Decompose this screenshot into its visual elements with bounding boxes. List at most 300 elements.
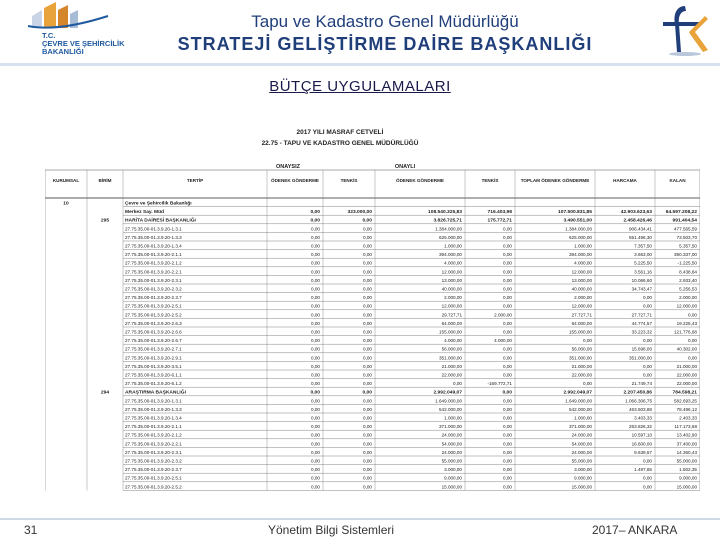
table-cell: 27.75.35.00-01.3.9.20-2.9.1 [125,355,182,361]
footer-divider [0,518,720,520]
table-cell: 0,00 [503,303,512,309]
table-cell: 10.066,60 [631,277,652,283]
table-cell: 37.400,00 [676,441,697,447]
table-cell: 27.75.35.00-01.3.9.20-2.3.1 [125,449,182,455]
table-cell: 0,00 [363,449,372,455]
table-cell: 2.000,00 [574,295,592,301]
table-cell: 394.000,00 [439,252,462,258]
table-cell: 0,00 [311,432,320,438]
table-cell: 0,00 [503,355,512,361]
table-cell: 0,00 [363,234,372,240]
table-cell: 1.000,00 [574,243,592,249]
table-cell: 0,00 [362,390,372,396]
table-cell: 7.357,50 [634,243,652,249]
table-cell: 27.75.35.00-01.3.9.20-2.5.1 [125,475,182,481]
table-cell: 73.503,70 [676,234,697,240]
table-cell: 0,00 [363,415,372,421]
table-cell: 716.403,98 [487,210,512,216]
table-cell: 15.698,00 [631,346,652,352]
table-cell: 19.225,43 [676,320,697,326]
table-cell: 0,00 [311,260,320,266]
table-cell: 107.500.831,85 [558,210,592,216]
table-cell: 0,00 [311,458,320,464]
footer-center-text: Yönetim Bilgi Sistemleri [268,523,395,537]
table-cell: 34.743,47 [631,286,652,292]
section-title: BÜTÇE UYGULAMALARI [269,78,451,95]
table-cell: 1.497,65 [634,467,652,473]
slide-header [0,0,720,70]
table-cell: 12.000,00 [571,269,592,275]
table-cell: 44.774,57 [631,320,652,326]
table-cell: 477.565,59 [674,226,697,232]
table-cell: 22.000,00 [571,372,592,378]
table-cell: 0,00 [311,363,320,369]
group-header-approved: ONAYLI [394,164,416,170]
table-cell: 0,00 [363,475,372,481]
table-cell: 27.75.35.00-01.3.9.20-2.6.7 [125,338,182,344]
table-cell: 295 [100,218,110,224]
table-cell: 0,00 [503,432,512,438]
table-cell: 22.000,00 [676,372,697,378]
org-name-line1: T.C. [42,31,56,40]
table-cell: 4.000,00 [444,338,462,344]
table-cell: 0,00 [311,303,320,309]
sheet-title-2: 22.75 - TAPU VE KADASTRO GENEL MÜDÜRLÜĞÜ [261,140,419,147]
table-cell: 1.502,35 [679,467,697,473]
table-cell: 27.75.35.00-01.3.9.20-2.1.1 [125,252,182,258]
table-cell: 371.000,00 [439,424,462,430]
table-cell: 0,00 [362,218,372,224]
table-cell: 1.649.000,00 [565,398,592,404]
table-cell: 0,00 [363,467,372,473]
table-cell: 2.000,00 [494,312,512,318]
table-cell: -169.772,71 [487,381,512,387]
table-cell: 21.000,00 [571,363,592,369]
table-cell: 0,00 [310,390,320,396]
table-cell: 0,00 [363,320,372,326]
table-cell: 10 [63,201,69,207]
table-cell: 64.000,00 [441,320,462,326]
table-cell: 2.992.049,07 [563,390,592,396]
table-cell: 0,00 [503,406,512,412]
table-cell: 0,00 [363,226,372,232]
table-cell: 2.000,00 [444,295,462,301]
table-cell: 27.75.35.00-01.3.9.20-2.3.1 [125,277,182,283]
table-cell: 0,00 [503,346,512,352]
table-cell: 0,00 [503,260,512,266]
table-cell: 24.000,00 [571,432,592,438]
table-cell: 29.727,71 [441,312,462,318]
table-cell: 2.992.049,07 [433,390,462,396]
table-cell: 40.302,00 [676,346,697,352]
table-cell: 54.000,00 [571,441,592,447]
column-header: TENKİS [481,178,499,183]
table-cell: 2.403,33 [679,415,697,421]
table-cell: 5.357,50 [679,243,697,249]
table-cell: 3.663,00 [634,252,652,258]
table-cell: 0,00 [363,295,372,301]
table-cell: 0,00 [363,363,372,369]
table-cell: 9.000,00 [574,475,592,481]
table-cell: 27.75.35.00-01.3.9.20-3.5.1 [125,363,182,369]
table-cell: 24.000,00 [441,432,462,438]
table-cell: 27.75.35.00-01.3.9.20-2.5.1 [125,303,182,309]
table-cell: 582.693,25 [674,398,697,404]
page-subtitle: STRATEJİ GELİŞTİRME DAİRE BAŞKANLIĞI [177,34,593,54]
table-cell: 0,00 [311,424,320,430]
table-cell: 27.75.35.00-01.3.9.20-2.2.1 [125,441,182,447]
table-cell: 0,00 [688,312,697,318]
table-cell: 0,00 [311,243,320,249]
table-cell: 2.933,40 [679,277,697,283]
table-cell: 12.000,00 [676,303,697,309]
table-cell: 0,00 [583,381,592,387]
column-header: HARCAMA [613,178,637,183]
table-cell: 3.826.725,71 [433,218,462,224]
table-cell: 12.000,00 [571,303,592,309]
table-cell: 10.597,10 [631,432,652,438]
table-cell: 0,00 [503,424,512,430]
table-cell: 1.384.000,00 [435,226,462,232]
table-cell: 0,00 [503,226,512,232]
header-divider [0,63,720,66]
table-cell: 351.000,00 [569,355,592,361]
table-cell: 371.000,00 [569,424,592,430]
table-cell: 0,00 [503,449,512,455]
table-cell: Merkez Say. Müd [125,210,165,216]
table-cell: 64.000,00 [571,320,592,326]
page-number: 31 [24,523,38,537]
table-cell: 27.75.35.00-01.3.9.20-2.1.2 [125,260,182,266]
table-cell: 0,00 [363,277,372,283]
table-cell: 27.75.35.00-01.3.9.20-2.3.7 [125,467,182,473]
table-cell: 294 [100,390,110,396]
table-cell: 0,00 [363,406,372,412]
table-cell: 40.000,00 [571,286,592,292]
table-cell: 4.000,00 [494,338,512,344]
table-cell: 27.75.35.00-01.3.9.20-6.1.2 [125,381,182,387]
table-cell: 27.75.35.00-01.3.9.20-2.5.2 [125,484,182,490]
table-cell: 0,00 [503,475,512,481]
table-cell: 55.000,00 [676,458,697,464]
table-cell: -1.225,50 [677,260,697,266]
table-cell: 0,00 [311,226,320,232]
table-cell: 27.75.35.00-01.3.9.20-1.3.3 [125,406,182,412]
table-cell: 0,00 [363,458,372,464]
table-cell: 3.403,33 [634,415,652,421]
column-header: BİRİM [98,178,112,183]
page-title: Tapu ve Kadastro Genel Müdürlüğü [251,12,519,31]
tkgm-emblem-icon [655,2,713,58]
table-cell: 542.000,00 [569,406,592,412]
table-cell: 27.75.35.00-01.3.9.20-1.3.1 [125,398,182,404]
column-header: TERTİP [186,178,204,183]
column-header: KURUMSAL [52,178,80,183]
table-cell: 64.597.208,22 [665,210,697,216]
table-cell: 0,00 [311,372,320,378]
table-cell: 22.000,00 [676,381,697,387]
table-cell: 0,00 [311,346,320,352]
table-cell: 27.727,71 [631,312,652,318]
table-cell: 15.000,00 [571,484,592,490]
table-cell: 0,00 [643,363,652,369]
org-name-line3: BAKANLIĞI [42,47,84,56]
table-cell: 0,00 [311,467,320,473]
table-cell: 155.000,00 [569,329,592,335]
table-cell: 155.000,00 [439,329,462,335]
table-cell: 0,00 [503,372,512,378]
table-cell: 40.000,00 [441,286,462,292]
table-cell: 27.75.35.00-01.3.9.20-2.3.7 [125,295,182,301]
table-cell: 551.496,30 [629,234,652,240]
table-cell: 27.75.35.00-01.3.9.20-2.5.2 [125,312,182,318]
table-cell: 906.434,41 [629,226,652,232]
table-cell: 0,00 [363,286,372,292]
table-cell: 54.000,00 [441,441,462,447]
table-cell: 0,00 [643,484,652,490]
column-header: TENKİS [340,178,358,183]
table-cell: 0,00 [363,338,372,344]
table-cell: 13.402,90 [676,432,697,438]
table-cell: 0,00 [502,390,512,396]
table-cell: 0,00 [503,320,512,326]
table-cell: 1.000,00 [574,415,592,421]
table-cell: 0,00 [363,355,372,361]
table-cell: 117.173,68 [674,424,697,430]
table-cell: 15.000,00 [676,484,697,490]
table-cell: 42.903.623,63 [620,210,652,216]
table-cell: 4.000,00 [444,260,462,266]
table-cell: 0,00 [363,441,372,447]
table-cell: 0,00 [643,303,652,309]
table-cell: 0,00 [311,329,320,335]
table-cell: 15.000,00 [441,484,462,490]
table-cell: 0,00 [363,381,372,387]
table-cell: 56.000,00 [441,346,462,352]
table-cell: 27.75.35.00-01.3.9.20-2.2.1 [125,269,182,275]
table-cell: 0,00 [311,295,320,301]
table-cell: 0,00 [453,381,462,387]
table-cell: 27.75.35.00-01.3.9.20-2.1.1 [125,424,182,430]
tkgm-logo [655,2,713,58]
table-cell: 0,00 [503,441,512,447]
table-cell: 3.000,00 [444,467,462,473]
table-cell: 0,00 [310,210,320,216]
table-cell: 121.776,68 [674,329,697,335]
table-cell: 1.000,00 [444,415,462,421]
table-cell: 55.000,00 [441,458,462,464]
table-cell: 27.75.35.00-01.3.9.20-1.3.4 [125,415,182,421]
table-cell: 0,00 [311,381,320,387]
table-cell: 0,00 [311,355,320,361]
table-cell: 27.75.35.00-01.3.9.20-2.6.6 [125,329,182,335]
table-cell: 0,00 [503,458,512,464]
table-cell: 24.000,00 [571,449,592,455]
table-cell: Çevre ve Şehircilik Bakanlığı [125,201,192,207]
table-cell: 0,00 [643,372,652,378]
table-cell: 0,00 [688,338,697,344]
table-cell: 0,00 [643,295,652,301]
table-cell: 625.000,00 [439,234,462,240]
table-cell: 463.503,88 [629,406,652,412]
table-cell: 56.000,00 [571,346,592,352]
table-cell: 253.826,32 [629,424,652,430]
table-cell: 108.540.325,83 [428,210,462,216]
table-cell: 21.749,74 [631,381,652,387]
table-cell: 1.649.000,00 [435,398,462,404]
table-cell: 22.000,00 [441,372,462,378]
table-cell: 0,00 [311,475,320,481]
table-cell: 0,00 [311,269,320,275]
table-cell: 0,00 [503,234,512,240]
table-cell: 0,00 [311,338,320,344]
table-cell: 0,00 [503,243,512,249]
table-cell: 0,00 [363,424,372,430]
table-cell: 0,00 [311,484,320,490]
table-cell: 2.207.450,86 [623,390,652,396]
table-cell: 0,00 [363,329,372,335]
group-header-unassigned: ONAYSIZ [276,164,300,170]
table-cell: 0,00 [503,252,512,258]
ministry-emblem-icon [18,2,128,32]
table-cell: 78.496,12 [676,406,697,412]
table-cell: 0,00 [363,312,372,318]
table-cell: 0,00 [503,484,512,490]
table-cell: 351.000,00 [439,355,462,361]
table-cell: 0,00 [363,398,372,404]
table-cell: 27.75.35.00-01.3.9.20-1.3.3 [125,234,182,240]
table-cell: 0,00 [688,355,697,361]
table-cell: 27.75.35.00-01.3.9.20-2.3.2 [125,286,182,292]
sheet-title-1: 2017 YILI MASRAF CETVELİ [296,129,384,136]
table-cell: 33.223,32 [631,329,652,335]
table-cell: 2.458.426,46 [623,218,652,224]
table-cell: 2.000,00 [679,295,697,301]
table-cell: 21.000,00 [441,363,462,369]
table-cell: 542.000,00 [439,406,462,412]
table-cell: 0,00 [311,441,320,447]
column-header: ÖDENEK GÖNDERME [396,178,444,183]
table-cell: 21.000,00 [676,363,697,369]
table-cell: 0,00 [363,269,372,275]
table-cell: 0,00 [311,286,320,292]
table-cell: 27.75.35.00-01.3.9.20-1.3.4 [125,243,182,249]
table-cell: 9.639,57 [634,449,652,455]
table-cell: 0,00 [643,458,652,464]
table-cell: 27.75.35.00-01.3.9.20-2.1.2 [125,432,182,438]
table-cell: 0,00 [363,303,372,309]
table-cell: 0,00 [503,363,512,369]
spreadsheet-table [45,104,700,499]
table-cell: 0,00 [363,484,372,490]
table-cell: 0,00 [503,269,512,275]
ministry-logo [18,2,128,60]
table-cell: 0,00 [311,449,320,455]
table-cell: 55.000,00 [571,458,592,464]
budget-spreadsheet [45,104,700,499]
table-cell: 625.000,00 [569,234,592,240]
table-cell: 3.490.551,00 [563,218,592,224]
table-cell: 3.000,00 [574,467,592,473]
table-cell: 14.360,43 [676,449,697,455]
org-name-line2: ÇEVRE VE ŞEHİRCİLİK [42,39,125,48]
table-cell: 0,00 [503,467,512,473]
table-cell: 3.561,16 [634,269,652,275]
column-header: ÖDENEK GÖNDERME [271,178,319,183]
table-cell: 784.598,21 [672,390,697,396]
table-cell: 0,00 [363,372,372,378]
table-cell: 9.000,00 [444,475,462,481]
table-cell: 12.000,00 [441,303,462,309]
footer-right-text: 2017– ANKARA [592,523,678,537]
table-cell: 24.000,00 [441,449,462,455]
table-cell: 0,00 [503,286,512,292]
table-cell: 394.000,00 [569,252,592,258]
table-cell: 390.337,00 [674,252,697,258]
table-cell: 0,00 [363,260,372,266]
table-cell: 0,00 [503,295,512,301]
table-cell: 0,00 [503,398,512,404]
table-cell: 0,00 [503,329,512,335]
table-cell: ARAŞTIRMA BAŞKANLIĞI [125,390,186,396]
table-cell: 0,00 [311,320,320,326]
table-cell: 0,00 [363,243,372,249]
table-cell: 0,00 [311,398,320,404]
column-header: TOPLAM ÖDENEK GÖNDERME [520,178,590,183]
table-cell: 27.75.35.00-01.3.9.20-2.6.3 [125,320,182,326]
table-cell: 0,00 [311,252,320,258]
table-cell: 0,00 [583,338,592,344]
table-cell: 27.727,71 [571,312,592,318]
table-cell: 991.404,54 [672,218,697,224]
table-cell: 27.75.35.00-01.3.9.20-6.1.1 [125,372,182,378]
table-cell: 13.000,00 [571,277,592,283]
table-cell: 27.75.35.00-01.3.9.20-2.7.1 [125,346,182,352]
table-cell: 27.75.35.00-01.3.9.20-2.3.2 [125,458,182,464]
table-cell: 0,00 [503,277,512,283]
table-cell: 0,00 [311,312,320,318]
table-cell: 0,00 [311,234,320,240]
table-cell: 175.772,71 [487,218,512,224]
table-cell: 0,00 [503,415,512,421]
table-cell: 8.438,84 [679,269,697,275]
table-cell: 5.225,50 [634,260,652,266]
table-cell: 9.000,00 [679,475,697,481]
table-cell: 1.000,00 [444,243,462,249]
table-cell: 4.000,00 [574,260,592,266]
table-cell: HARİTA DAİRESİ BAŞKANLIĞI [125,218,196,224]
table-cell: 1.384.000,00 [565,226,592,232]
table-cell: 323.000,00 [347,210,372,216]
table-cell: 0,00 [311,277,320,283]
table-cell: 13.000,00 [441,277,462,283]
table-cell: 0,00 [643,475,652,481]
table-cell: 27.75.35.00-01.3.9.20-1.3.1 [125,226,182,232]
table-cell: 1.066.306,75 [625,398,652,404]
table-cell: 0,00 [310,218,320,224]
table-cell: 351.000,00 [629,355,652,361]
table-cell: 12.000,00 [441,269,462,275]
table-cell: 0,00 [363,346,372,352]
table-cell: 0,00 [311,415,320,421]
table-cell: 0,00 [363,432,372,438]
table-cell: 0,00 [363,252,372,258]
table-cell: 5.256,53 [679,286,697,292]
table-cell: 0,00 [643,338,652,344]
column-header: KALAN [669,178,686,183]
table-cell: 0,00 [311,406,320,412]
table-cell: 16.600,00 [631,441,652,447]
